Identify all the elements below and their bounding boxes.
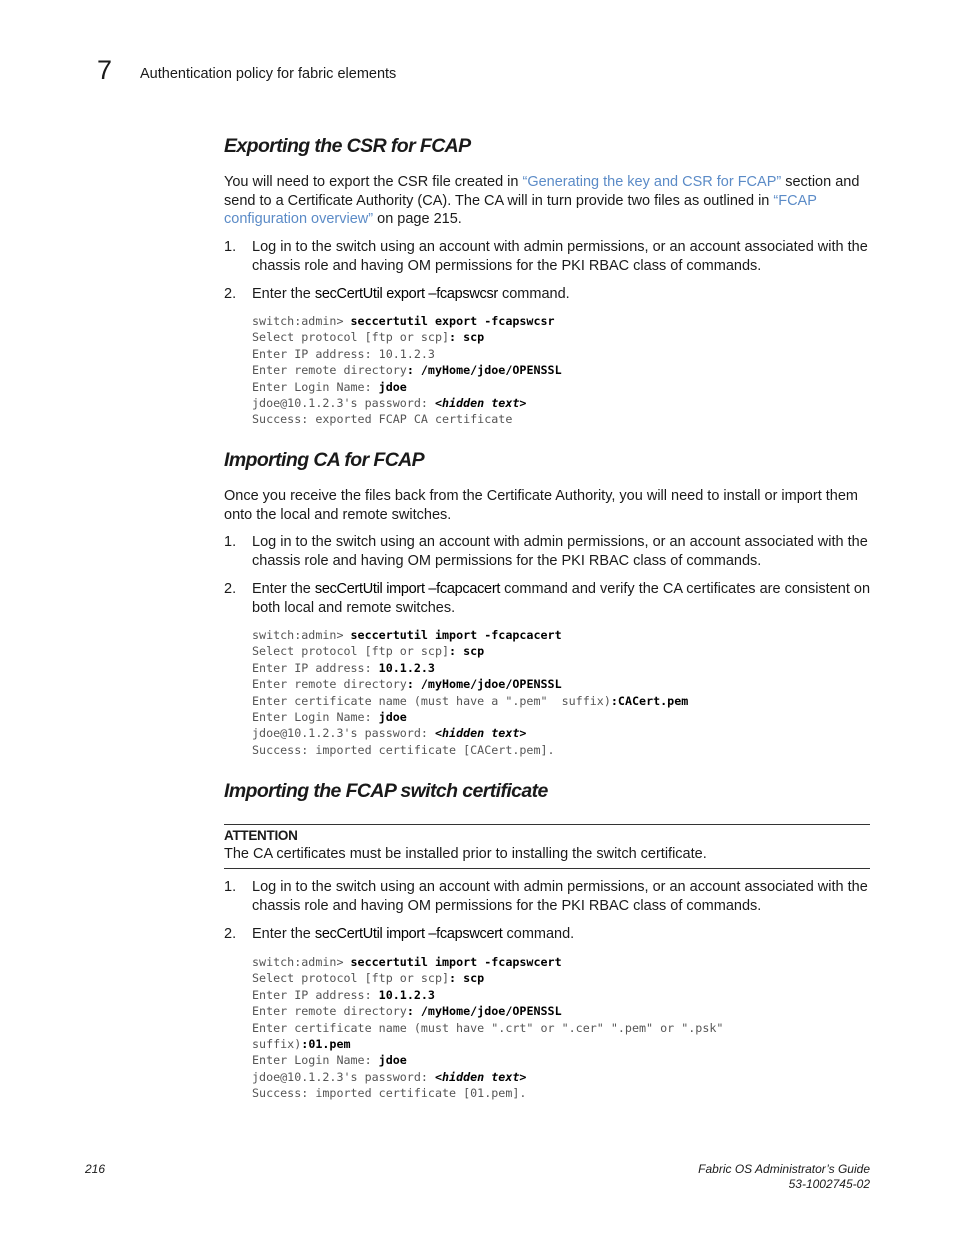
section-heading-import-ca: Importing CA for FCAP: [224, 449, 425, 471]
code-block-import-ca: switch:admin> seccertutil import -fcapcacert Select protocol [ftp or scp]: scp Enter IP address: 10.1.2.3 Enter remote directory: /myHome/jdoe/OPENSSL Enter certificate name (must have a ".pem" suffix):CACert.pem Enter Login Name: jdoe jdoe@10.1.2.3's password: <hidden text> Success: imported certificate [CACert.pem].: [252, 628, 689, 757]
page-number: 216: [85, 1162, 106, 1176]
section2-intro: Once you receive the files back from the Certificate Authority, you will need to install or import them onto the local and remote switches.: [224, 488, 858, 523]
section-heading-import-switch-cert: Importing the FCAP switch certificate: [224, 780, 548, 802]
guide-title: Fabric OS Administrator’s Guide: [698, 1162, 870, 1176]
attention-text: The CA certificates must be installed prior to installing the switch certificate.: [224, 846, 707, 862]
code-block-export-csr: switch:admin> seccertutil export -fcapswcsr Select protocol [ftp or scp]: scp Enter IP address: 10.1.2.3 Enter remote directory: /myHome/jdoe/OPENSSL Enter Login Name: jdoe jdoe@10.1.2.3's password: <hidden text> Success: exported FCAP CA certificate: [252, 314, 562, 427]
attention-callout: [224, 824, 870, 869]
command-name: secCertUtil export –fcapswcsr: [314, 286, 498, 302]
section1-intro: You will need to export the CSR file created in “Generating the key and CSR for FCAP” section and send to a Certificate Authority (CA). The CA will in turn provide two files as outlined in “FCAP configuration overview” on page 215.: [224, 174, 860, 227]
section-heading-export-csr: Exporting the CSR for FCAP: [224, 135, 471, 157]
footer-guide: [698, 1162, 870, 1192]
code-block-import-switch-cert: switch:admin> seccertutil import -fcapswcert Select protocol [ftp or scp]: scp Enter IP address: 10.1.2.3 Enter remote directory: /myHome/jdoe/OPENSSL Enter certificate name (must have ".crt" or ".cer" ".pem" or ".psk" suffix):01.pem Enter Login Name: jdoe jdoe@10.1.2.3's password: <hidden text> Success: imported certificate [01.pem].: [252, 955, 724, 1101]
link-generating-key-csr[interactable]: “Generating the key and CSR for FCAP”: [522, 174, 782, 190]
attention-label: ATTENTION: [224, 828, 298, 843]
doc-number: 53-1002745-02: [788, 1177, 870, 1191]
chapter-number: 7: [97, 55, 113, 85]
command-name: secCertUtil import –fcapcacert: [314, 581, 501, 597]
link-fcap-config-overview[interactable]: “FCAP configuration overview”: [224, 192, 817, 227]
chapter-title: Authentication policy for fabric elements: [140, 66, 397, 82]
command-name: secCertUtil import –fcapswcert: [314, 926, 503, 942]
